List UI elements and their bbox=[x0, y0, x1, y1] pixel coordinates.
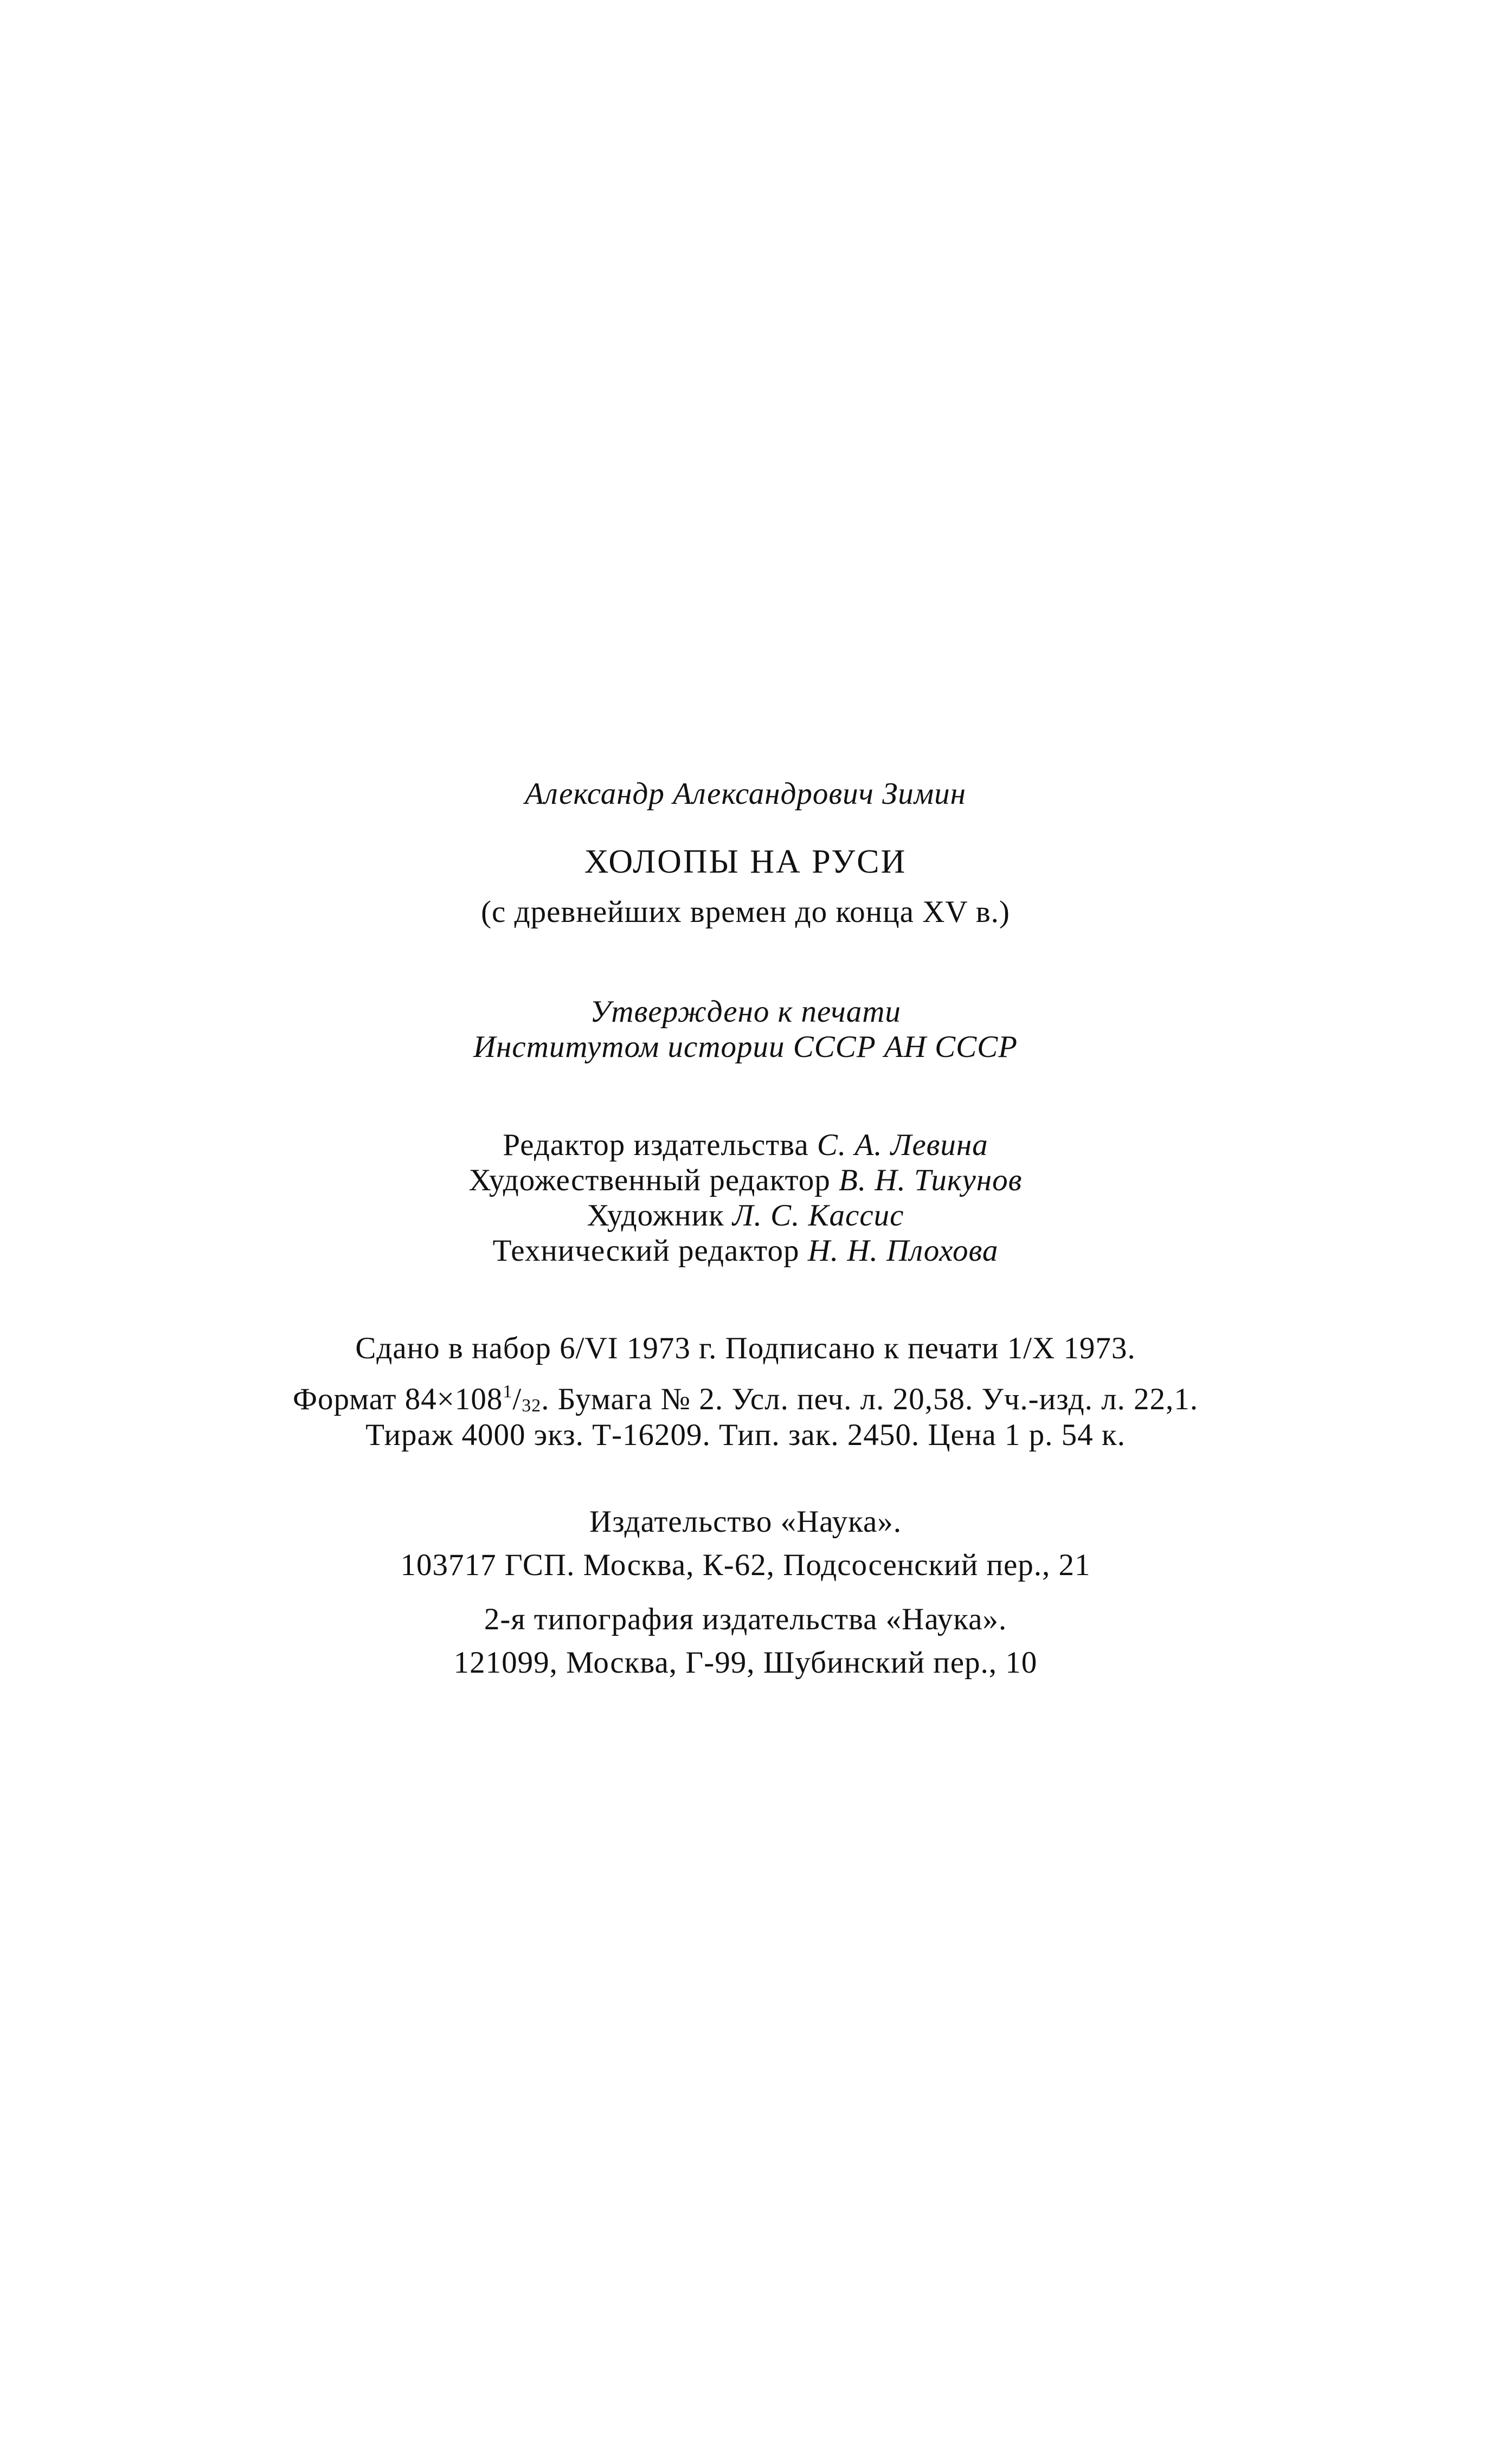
publisher-address: 103717 ГСП. Москва, К-62, Подсосенский пер., 21 bbox=[400, 1548, 1091, 1582]
print-info-line-1: Сдано в набор 6/VI 1973 г. Подписано к печати 1/X 1973. bbox=[355, 1331, 1136, 1365]
credit-editor bbox=[0, 1126, 1491, 1164]
credit-art-editor bbox=[0, 1162, 1491, 1199]
credit-artist bbox=[0, 1197, 1491, 1235]
credit-person: С. А. Левина bbox=[817, 1128, 988, 1162]
credit-person: Н. Н. Плохова bbox=[807, 1234, 999, 1268]
book-subtitle: (с древнейших времен до конца XV в.) bbox=[481, 895, 1010, 929]
credit-person: Л. С. Кассис bbox=[732, 1198, 904, 1233]
author-name: Александр Александрович Зимин bbox=[525, 777, 966, 811]
approval-line-2: Институтом истории СССР АН СССР bbox=[473, 1030, 1018, 1064]
book-title: ХОЛОПЫ НА РУСИ bbox=[584, 843, 907, 880]
approval-line-1: Утверждено к печати bbox=[590, 995, 901, 1029]
credit-role: Художник bbox=[587, 1198, 724, 1233]
credit-role: Художественный редактор bbox=[468, 1163, 831, 1197]
format-fraction-slash: / bbox=[512, 1382, 522, 1416]
printer-name: 2-я типография издательства «Наука». bbox=[484, 1602, 1007, 1636]
credit-role: Технический редактор bbox=[492, 1234, 800, 1268]
format-label: Формат 84×108 bbox=[292, 1382, 503, 1416]
paper-and-sheets: . Бумага № 2. Усл. печ. л. 20,58. Уч.-изд. л. 22,1. bbox=[541, 1382, 1199, 1416]
credit-tech-editor bbox=[0, 1232, 1491, 1270]
print-info-line-3: Тираж 4000 экз. Т-16209. Тип. зак. 2450. Цена 1 р. 54 к. bbox=[365, 1418, 1126, 1452]
printer-address: 121099, Москва, Г-99, Шубинский пер., 10 bbox=[453, 1646, 1038, 1680]
format-fraction-denominator: 32 bbox=[522, 1396, 542, 1416]
credit-person: В. Н. Тикунов bbox=[839, 1163, 1023, 1197]
credit-role: Редактор издательства bbox=[503, 1128, 809, 1162]
publisher-name: Издательство «Наука». bbox=[589, 1505, 902, 1539]
format-fraction-numerator: 1 bbox=[503, 1382, 513, 1402]
